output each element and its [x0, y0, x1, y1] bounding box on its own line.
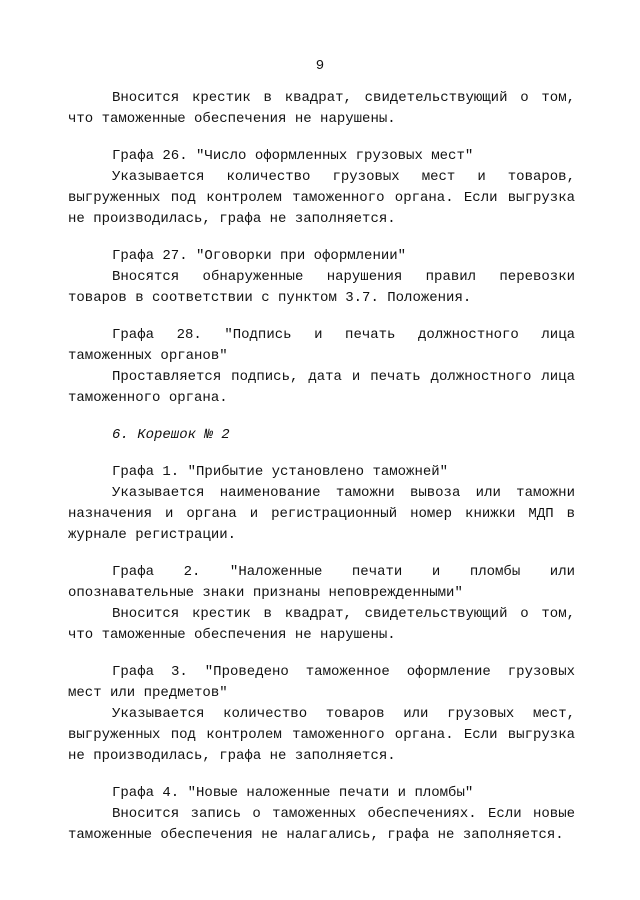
text-line: Указывается наименование таможни вывоза или таможни: [112, 485, 575, 501]
text-line: Вносится крестик в квадрат, свидетельствующий о том,: [112, 606, 575, 622]
page-number: 9: [315, 58, 325, 74]
text-line: Указывается количество товаров или грузовых мест,: [112, 706, 575, 722]
chapter-heading: 6. Корешок № 2: [112, 427, 230, 443]
section-heading: Графа 27. "Оговорки при оформлении": [112, 248, 407, 264]
text-line: что таможенные обеспечения не нарушены.: [68, 111, 396, 127]
section-heading: Графа 28. "Подпись и печать должностного лица: [112, 327, 575, 343]
text-line: таможенного органа.: [68, 390, 228, 406]
section-heading: опознавательные знаки признаны неповрежденными": [68, 585, 463, 601]
text-line: выгруженных под контролем таможенного органа. Если выгрузка: [68, 190, 575, 206]
section-heading: мест или предметов": [68, 685, 228, 701]
section-heading: Графа 1. "Прибытие установлено таможней": [112, 464, 449, 480]
text-line: назначения и органа и регистрационный номер книжки МДП в: [68, 506, 575, 522]
text-line: Проставляется подпись, дата и печать должностного лица: [112, 369, 575, 385]
section-heading: Графа 3. "Проведено таможенное оформление грузовых: [112, 664, 575, 680]
text-line: журнале регистрации.: [68, 527, 237, 543]
text-line: не производилась, графа не заполняется.: [68, 211, 396, 227]
text-line: Вносятся обнаруженные нарушения правил перевозки: [112, 269, 575, 285]
text-line: таможенные обеспечения не налагались, графа не заполняется.: [68, 827, 564, 843]
section-heading: Графа 4. "Новые наложенные печати и пломбы": [112, 785, 474, 801]
text-line: Указывается количество грузовых мест и товаров,: [112, 169, 575, 185]
text-line: Вносится крестик в квадрат, свидетельствующий о том,: [112, 90, 575, 106]
section-heading: Графа 26. "Число оформленных грузовых мест": [112, 148, 474, 164]
text-line: не производилась, графа не заполняется.: [68, 748, 396, 764]
text-line: что таможенные обеспечения не нарушены.: [68, 627, 396, 643]
text-line: товаров в соответствии с пунктом 3.7. Положения.: [68, 290, 472, 306]
section-heading: Графа 2. "Наложенные печати и пломбы или: [112, 564, 575, 580]
section-heading: таможенных органов": [68, 348, 228, 364]
text-line: Вносится запись о таможенных обеспечениях. Если новые: [112, 806, 575, 822]
text-line: выгруженных под контролем таможенного органа. Если выгрузка: [68, 727, 575, 743]
